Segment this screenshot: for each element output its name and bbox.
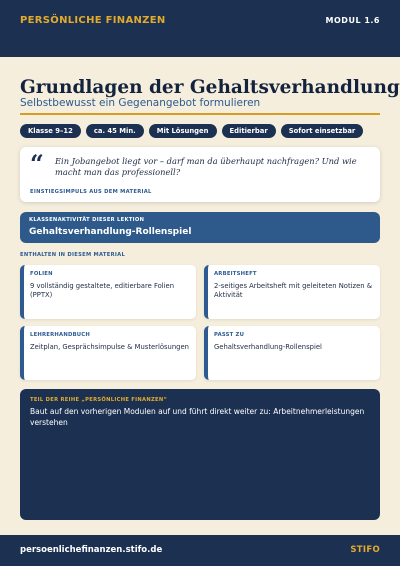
material-card-label: PASST ZU: [214, 332, 245, 338]
page-subtitle: Selbstbewusst ein Gegenangebot formulieren: [20, 97, 261, 109]
quote-text: Ein Jobangebot liegt vor – darf man da überhaupt nachfragen? Und wie macht man das professionell?: [55, 156, 357, 178]
footer-bar: [0, 535, 400, 566]
material-card-label: LEHRERHANDBUCH: [30, 332, 91, 338]
tag-list: [20, 124, 363, 138]
footer-url-link[interactable]: persoenlichefinanzen.stifo.de: [20, 545, 163, 555]
title-divider: [20, 113, 380, 115]
material-card-pairs-with: [204, 326, 380, 380]
material-card-text: 2-seitiges Arbeitsheft mit geleiteten Notizen & Aktivität: [214, 282, 373, 299]
series-panel: [20, 389, 380, 520]
material-card-label: ARBEITSHEFT: [214, 271, 257, 277]
brand-name: PERSÖNLICHE FINANZEN: [20, 15, 166, 26]
module-number: MODUL 1.6: [325, 16, 380, 25]
tag-grade: Klasse 9–12: [20, 124, 81, 138]
top-bar: [0, 0, 400, 57]
tag-duration: ca. 45 Min.: [86, 124, 144, 138]
contents-heading: ENTHALTEN IN DIESEM MATERIAL: [20, 252, 126, 258]
material-card-text: 9 vollständig gestaltete, editierbare Folien (PPTX): [30, 282, 175, 299]
quote-card: [20, 147, 380, 202]
material-card-workbook: [204, 265, 380, 319]
material-card-text: Gehaltsverhandlung-Rollenspiel: [214, 343, 322, 351]
series-label: TEIL DER REIHE „PERSÖNLICHE FINANZEN“: [30, 397, 168, 403]
tag-editable: Editierbar: [222, 124, 276, 138]
activity-label: KLASSENAKTIVITÄT DIESER LEKTION: [29, 217, 145, 223]
activity-title: Gehaltsverhandlung-Rollenspiel: [29, 227, 192, 237]
material-card-label: FOLIEN: [30, 271, 53, 277]
quote-caption: EINSTIEGSIMPULS AUS DEM MATERIAL: [30, 189, 152, 195]
activity-banner: [20, 212, 380, 243]
series-text: Baut auf den vorherigen Modulen auf und führt direkt weiter zu: Arbeitnehmerleistungen verstehen: [30, 407, 365, 427]
page-title: Grundlagen der Gehaltsverhandlung: [20, 77, 400, 98]
tag-solutions: Mit Lösungen: [149, 124, 217, 138]
material-card-text: Zeitplan, Gesprächsimpulse & Musterlösungen: [30, 343, 189, 351]
quote-mark-icon: “: [30, 149, 44, 178]
tag-ready: Sofort einsetzbar: [281, 124, 364, 138]
footer-brand: STIFO: [350, 545, 380, 555]
material-card-teacher-guide: [20, 326, 196, 380]
material-card-slides: [20, 265, 196, 319]
